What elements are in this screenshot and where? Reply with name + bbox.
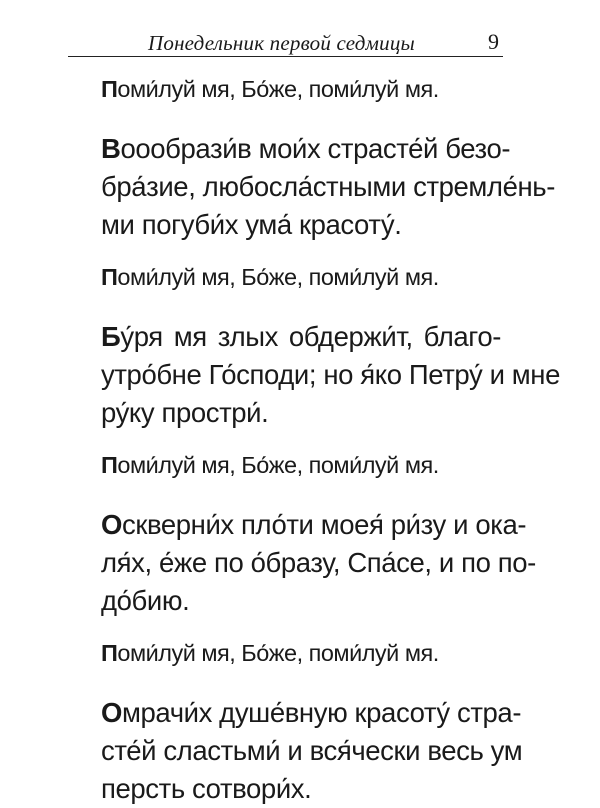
refrain-text: оми́луй мя, Бо́же, поми́луй мя. [117, 264, 439, 290]
verse-line: до́бию. [101, 585, 190, 616]
verse-line: Воообрази́в мои́х страсте́й безо- [101, 133, 511, 164]
verse-line: сте́й сластьми́ и вся́чески весь ум [101, 735, 523, 766]
refrain-2 [101, 262, 501, 292]
verse-2 [101, 318, 560, 432]
initial-letter: В [101, 133, 121, 164]
verse-line: Бу́ря мя злых обдержи́т, благо- [101, 321, 501, 352]
refrain-text: оми́луй мя, Бо́же, поми́луй мя. [117, 76, 439, 102]
running-header [68, 28, 503, 57]
initial-letter: П [101, 452, 118, 478]
running-title: Понедельник первой седмицы [148, 31, 415, 55]
verse-line: Омрачи́х душе́вную красоту́ стра- [101, 697, 522, 728]
refrain-text: оми́луй мя, Бо́же, поми́луй мя. [117, 452, 439, 478]
refrain-text: оми́луй мя, Бо́же, поми́луй мя. [117, 640, 439, 666]
initial-letter: О [101, 697, 122, 728]
verse-line: ми погуби́х ума́ красоту́. [101, 209, 402, 240]
initial-letter: П [101, 76, 118, 102]
initial-letter: Б [101, 321, 121, 352]
verse-line: Оскверни́х пло́ти моея́ ри́зу и ока- [101, 509, 527, 540]
initial-letter: П [101, 264, 118, 290]
refrain-4 [101, 638, 501, 668]
refrain-3 [101, 450, 501, 480]
verse-1 [101, 130, 555, 244]
initial-letter: О [101, 509, 122, 540]
verse-4 [101, 694, 523, 808]
initial-letter: П [101, 640, 118, 666]
refrain-1 [101, 74, 501, 104]
page-number: 9 [488, 29, 499, 54]
text-body [101, 74, 560, 808]
verse-line: персть сотвори́х. [101, 773, 312, 804]
verse-line: бра́зие, любосла́стными стремле́нь- [101, 171, 555, 202]
verse-line: ля́х, е́же по о́бразу, Спа́се, и по по- [101, 547, 536, 578]
verse-line: утро́бне Го́споди; но я́ко Петру́ и мне [101, 359, 560, 390]
verse-3 [101, 506, 536, 620]
verse-line: ру́ку простри́. [101, 397, 269, 428]
